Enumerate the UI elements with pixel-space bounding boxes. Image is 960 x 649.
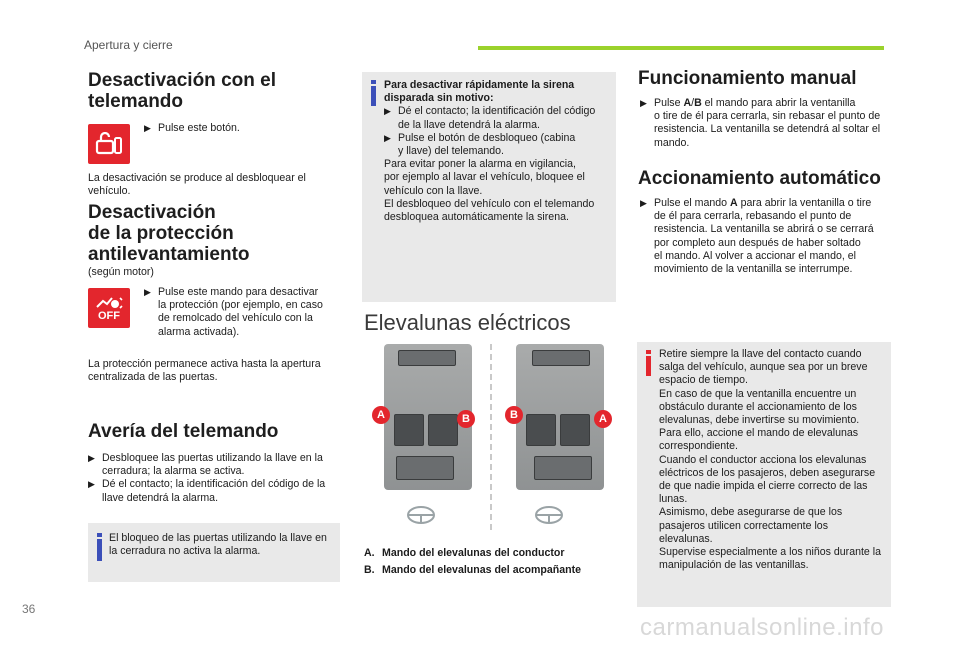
warning-icon	[646, 356, 651, 376]
warning-note-windows	[637, 342, 891, 607]
passenger-switch-panel	[516, 344, 604, 490]
bullet-press-button: ▶ Pulse este botón.	[144, 122, 240, 134]
bullet-marker-icon: ▶	[88, 453, 95, 463]
page-number: 36	[22, 602, 36, 616]
label-a-badge: A	[372, 406, 390, 424]
bullet-marker-icon: ▶	[144, 123, 151, 133]
anti-lift-off-icon: OFF	[88, 288, 130, 328]
watermark: carmanualsonline.info	[640, 614, 884, 641]
section-title-anti-lift: Desactivación de la protección antilevantamiento	[88, 202, 250, 265]
bullet-marker-icon: ▶	[640, 98, 647, 108]
bullet-anti-lift: ▶ Pulse este mando para desactivar la protección (por ejemplo, en caso de remolcado del vehículo con la alarma activada).	[144, 286, 323, 338]
divider-line	[490, 344, 492, 530]
warning-text: Retire siempre la llave del contacto cuando salga del vehículo, aunque sea por un breve espacio de tiempo. En caso de que la ventanilla encuentre un obstáculo durante el accionamiento de los elevalunas, debe invertirse su movimiento. Para ello, accione el mando de elevalunas correspondiente. Cuando el conductor acciona los elevalunas eléctricos de los pasajeros, deben asegurarse de que nadie impida el cierre correcto de las lunas. Asimismo, debe asegurarse de que los pasajeros utilicen correctamente los elevalunas. Supervise especialmente a los niños durante la manipulación de las ventanillas.	[659, 348, 882, 572]
window-switch-button	[526, 414, 556, 446]
window-switch-illustration	[362, 338, 616, 538]
bullet-marker-icon: ▶	[144, 287, 151, 297]
section-title-power-windows: Elevalunas eléctricos	[364, 310, 571, 335]
paragraph-deactivation: La desactivación se produce al desbloquear el vehículo.	[88, 172, 306, 198]
window-switch-button	[560, 414, 590, 446]
info-note-siren: Para desactivar rápidamente la sirena disparada sin motivo: ▶ Dé el contacto; la identificación del código de la llave detendrá la alarma. ▶ Pulse el botón de desbloqueo (cabina y llave) del telemando. Para evitar poner la alarma en vigilancia, por ejemplo al lavar el vehículo, bloquee el vehículo con la llave. El desbloqueo del vehículo con el telemando desbloquea automáticamente la sirena.	[362, 72, 616, 302]
paragraph-anti-lift: La protección permanece activa hasta la apertura centralizada de las puertas.	[88, 358, 321, 384]
section-title-remote-deactivation: Desactivación con el telemando	[88, 70, 276, 112]
info-icon	[97, 539, 102, 561]
bullet-marker-icon: ▶	[88, 479, 95, 490]
bullet-marker-icon: ▶	[384, 106, 391, 117]
label-a-badge: A	[594, 410, 612, 428]
window-switch-button	[428, 414, 458, 446]
subtitle-engine: (según motor)	[88, 266, 154, 278]
steering-wheel-icon	[406, 504, 436, 531]
label-b-badge: B	[457, 410, 475, 428]
window-switch-button	[394, 414, 424, 446]
section-title-remote-failure: Avería del telemando	[88, 421, 279, 442]
bullet-marker-icon: ▶	[384, 132, 391, 143]
padlock-remote-icon	[88, 124, 130, 164]
chapter-accent-bar	[478, 46, 884, 50]
steering-wheel-icon	[534, 504, 564, 531]
illustration-captions: A. Mando del elevalunas del conductor B. Mando del elevalunas del acompañante	[364, 547, 581, 576]
section-title-manual-operation: Funcionamiento manual	[638, 68, 857, 89]
info-icon	[371, 86, 376, 106]
section-title-automatic-operation: Accionamiento automático	[638, 168, 881, 189]
label-b-badge: B	[505, 406, 523, 424]
chapter-title: Apertura y cierre	[84, 38, 173, 52]
bullet-manual-operation: ▶ Pulse A/B el mando para abrir la ventanilla o tire de él para cerrarla, sin rebasar el punto de resistencia. La ventanilla se detendrá al soltar el mando.	[640, 97, 881, 149]
bullets-remote-failure: ▶ Desbloquee las puertas utilizando la llave en la cerradura; la alarma se activa. ▶ Dé el contacto; la identificación del código de la llave detendrá la alarma.	[88, 452, 326, 504]
bullet-marker-icon: ▶	[640, 198, 647, 208]
bullet-automatic-operation: ▶ Pulse el mando A para abrir la ventanilla o tire de él para cerrarla, rebasando el punto de resistencia. La ventanilla se abrirá o se cerrará por completo aun después de haber soltado el mando. Al volver a accionar el mando, el movimiento de la ventanilla se interrumpe.	[640, 197, 874, 276]
info-note-key-lock: El bloqueo de las puertas utilizando la llave en la cerradura no activa la alarma.	[88, 523, 340, 582]
